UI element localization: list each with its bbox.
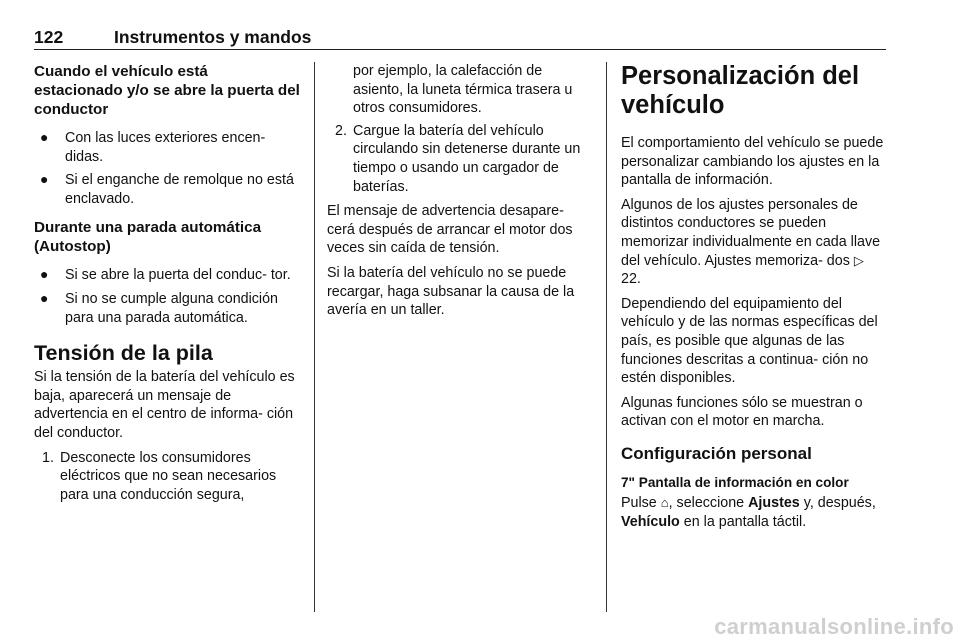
paragraph: Si la tensión de la batería del vehículo es baja, aparecerá un mensaje de advertencia en el centro de informa- ción del conductor. <box>34 369 295 441</box>
step-1-continued: por ejemplo, la calefacción de asiento, la luneta térmica trasera u otros consumidores. <box>353 63 573 117</box>
paragraph: El mensaje de advertencia desapare- cerá después de arrancar el motor dos veces sin caída de tensión. <box>327 203 573 257</box>
bullet-list-parked <box>34 129 300 208</box>
column-divider-2 <box>606 62 607 612</box>
subsection-title: Configuración personal <box>621 443 812 463</box>
bullet-icon: ● <box>40 266 49 283</box>
paragraph: Si la batería del vehículo no se puede recargar, haga subsanar la causa de la avería en un taller. <box>327 264 575 319</box>
steps-list <box>34 449 300 505</box>
heading-parked: Cuando el vehículo está estacionado y/o se abre la puerta del conductor <box>34 63 300 118</box>
column-1 <box>34 62 300 510</box>
page-header <box>34 24 886 52</box>
instruction-paragraph: Pulse ⌂, seleccione Ajustes y, después, Vehículo en la pantalla táctil. <box>621 494 876 530</box>
column-divider-1 <box>314 62 315 612</box>
list-item: 2. Cargue la batería del vehículo circulando sin detenerse durante un tiempo o usando un cargador de baterías. <box>335 122 581 195</box>
list-item: ● Si se abre la puerta del conduc- tor. <box>40 266 291 284</box>
heading-autostop: Durante una parada automática (Autostop) <box>34 219 262 256</box>
paragraph: Algunos de los ajustes personales de distintos conductores se pueden memorizar individualmente en cada llave del vehículo. Ajustes memoriza- dos ▷ 22. <box>621 196 881 288</box>
section-title-personalization: Personalización del vehículo <box>621 62 860 119</box>
page-reference-link[interactable]: 22. <box>621 271 641 288</box>
list-item: ● Si el enganche de remolque no está enclavado. <box>40 171 294 207</box>
bullet-icon: ● <box>40 171 49 188</box>
header-rule <box>34 49 886 50</box>
list-item: 1. Desconecte los consumidores eléctricos que no sean necesarios para una conducción segura, <box>42 449 277 503</box>
bullet-icon: ● <box>40 289 49 306</box>
list-item: ● Con las luces exteriores encen- didas. <box>40 129 266 165</box>
steps-list-continued <box>327 122 592 196</box>
menu-label-ajustes: Ajustes <box>748 494 800 511</box>
bullet-icon: ● <box>40 129 49 145</box>
paragraph: El comportamiento del vehículo se puede personalizar cambiando los ajustes en la pantalla de información. <box>621 135 884 189</box>
sub-subsection-title: 7" Pantalla de información en color <box>621 474 849 490</box>
column-3 <box>621 62 887 537</box>
section-title-battery: Tensión de la pila <box>34 341 213 366</box>
list-item: ● Si no se cumple alguna condición para una parada automática. <box>40 289 279 326</box>
menu-label-vehiculo: Vehículo <box>621 513 680 530</box>
reference-arrow-icon[interactable]: ▷ <box>853 252 864 268</box>
watermark: carmanualsonline.info <box>714 614 954 639</box>
chapter-title: Instrumentos y mandos <box>114 27 312 47</box>
paragraph: Dependiendo del equipamiento del vehículo y de las normas específicas del país, es posible que algunas de las funciones descritas a continua- ción no estén disponibles. <box>621 295 878 387</box>
paragraph: Algunas funciones sólo se muestran o activan con el motor en marcha. <box>621 394 863 430</box>
bullet-list-autostop <box>34 266 300 327</box>
page-number: 122 <box>34 27 64 47</box>
column-2 <box>327 62 592 326</box>
home-icon: ⌂ <box>660 494 669 510</box>
